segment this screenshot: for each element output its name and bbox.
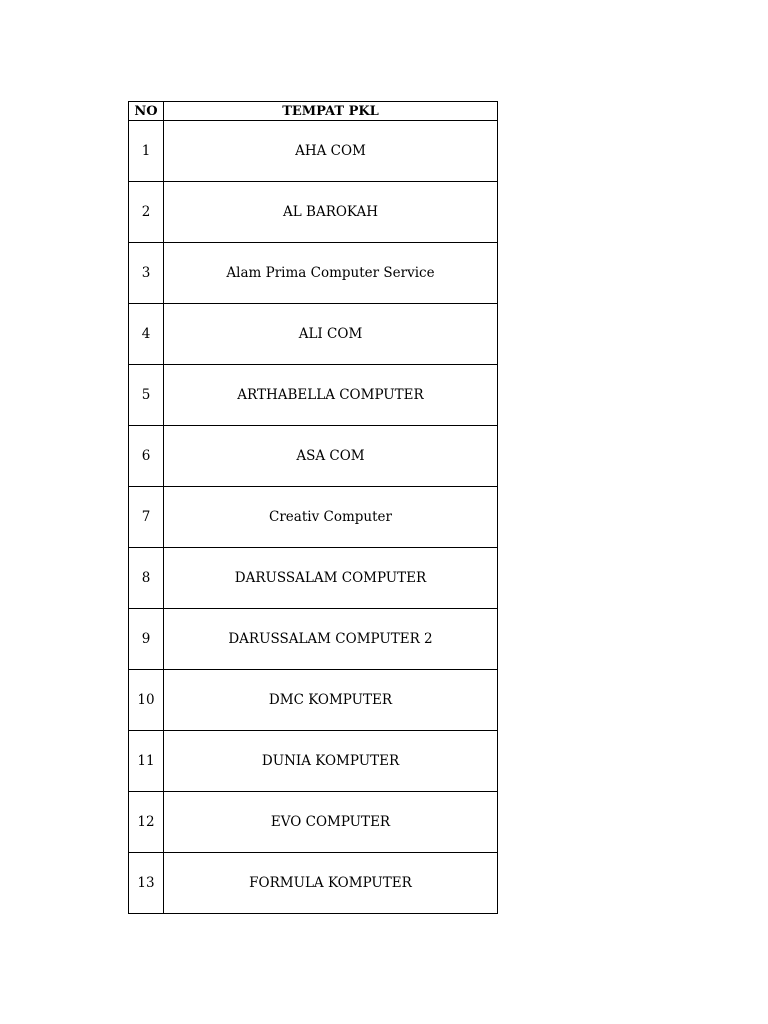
table-row bbox=[129, 365, 498, 426]
row-number: 8 bbox=[129, 548, 164, 609]
pkl-location-table bbox=[128, 101, 498, 914]
row-number: 7 bbox=[129, 487, 164, 548]
row-place: ARTHABELLA COMPUTER bbox=[164, 365, 498, 426]
table-row bbox=[129, 853, 498, 914]
row-place: AHA COM bbox=[164, 121, 498, 182]
row-place: FORMULA KOMPUTER bbox=[164, 853, 498, 914]
table-row bbox=[129, 792, 498, 853]
table-body bbox=[129, 121, 498, 914]
table-row bbox=[129, 304, 498, 365]
table-row bbox=[129, 121, 498, 182]
table-row bbox=[129, 487, 498, 548]
row-number: 4 bbox=[129, 304, 164, 365]
row-place: DARUSSALAM COMPUTER bbox=[164, 548, 498, 609]
row-number: 1 bbox=[129, 121, 164, 182]
row-number: 3 bbox=[129, 243, 164, 304]
row-number: 9 bbox=[129, 609, 164, 670]
table-row bbox=[129, 243, 498, 304]
header-no: NO bbox=[129, 102, 164, 121]
row-place: EVO COMPUTER bbox=[164, 792, 498, 853]
table-header-row bbox=[129, 102, 498, 121]
row-number: 5 bbox=[129, 365, 164, 426]
row-place: ALI COM bbox=[164, 304, 498, 365]
row-place: AL BAROKAH bbox=[164, 182, 498, 243]
row-place: DMC KOMPUTER bbox=[164, 670, 498, 731]
table-row bbox=[129, 426, 498, 487]
table-row bbox=[129, 670, 498, 731]
row-place: Creativ Computer bbox=[164, 487, 498, 548]
header-tempat-pkl: TEMPAT PKL bbox=[164, 102, 498, 121]
row-number: 12 bbox=[129, 792, 164, 853]
row-number: 10 bbox=[129, 670, 164, 731]
row-place: DUNIA KOMPUTER bbox=[164, 731, 498, 792]
row-place: Alam Prima Computer Service bbox=[164, 243, 498, 304]
table-row bbox=[129, 609, 498, 670]
table-row bbox=[129, 548, 498, 609]
row-number: 6 bbox=[129, 426, 164, 487]
row-number: 2 bbox=[129, 182, 164, 243]
row-place: DARUSSALAM COMPUTER 2 bbox=[164, 609, 498, 670]
table-row bbox=[129, 182, 498, 243]
row-number: 11 bbox=[129, 731, 164, 792]
row-number: 13 bbox=[129, 853, 164, 914]
table-header bbox=[129, 102, 498, 121]
row-place: ASA COM bbox=[164, 426, 498, 487]
table-row bbox=[129, 731, 498, 792]
